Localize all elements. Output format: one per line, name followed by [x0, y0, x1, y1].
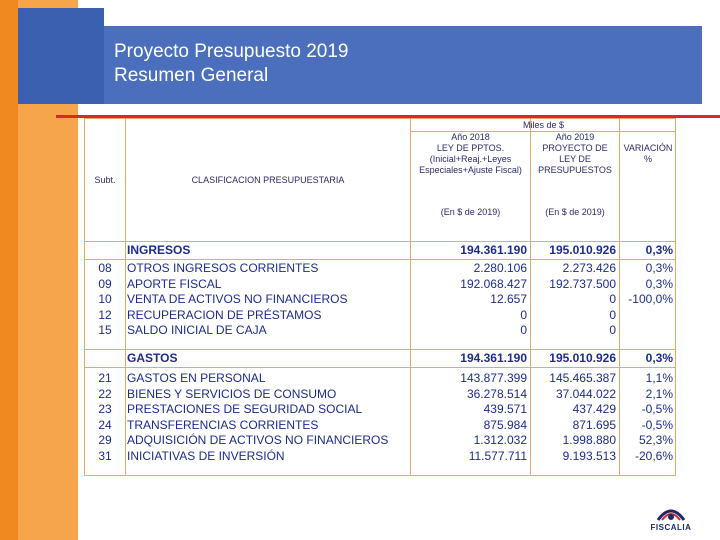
header-miles: Miles de $ — [522, 120, 565, 130]
budget-table — [84, 118, 676, 476]
gastos-row-label: PRESTACIONES DE SEGURIDAD SOCIAL — [127, 402, 363, 416]
ingresos-row-label: APORTE FISCAL — [127, 276, 222, 291]
header-clasificacion: CLASIFICACION PRESUPUESTARIA — [191, 175, 345, 185]
gastos-row-v2018: 143.877.399 — [460, 371, 527, 385]
ingresos-row-subt: 15 — [98, 323, 112, 337]
gastos-total-var: 0,3% — [645, 351, 673, 365]
ingresos-row-v2018: 12.657 — [490, 292, 527, 306]
header-col-2019: Año 2019 PROYECTO DE LEY DE PRESUPUESTOS — [538, 132, 612, 175]
header-col-2018-units: (En $ de 2019) — [440, 207, 501, 217]
gastos-row-label: TRANSFERENCIAS CORRIENTES — [127, 417, 319, 432]
gastos-row-v2019: 9.193.513 — [562, 448, 616, 463]
title-decor-block — [18, 8, 104, 104]
ingresos-row-label: VENTA DE ACTIVOS NO FINANCIEROS — [127, 292, 348, 306]
ingresos-row-v2018: 0 — [520, 307, 527, 322]
gastos-row-subt: 21 — [98, 371, 112, 385]
ingresos-row-v2019: 2.273.426 — [562, 261, 616, 275]
ingresos-row-subt: 09 — [98, 276, 112, 291]
gastos-row-v2019: 437.429 — [572, 402, 616, 416]
gastos-row-var: -0,5% — [641, 417, 673, 432]
gastos-total-2018: 194.361.190 — [460, 351, 527, 365]
ingresos-row-v2019: 0 — [609, 307, 616, 322]
gastos-row-v2019: 145.465.387 — [549, 371, 616, 385]
gastos-row-label: ADQUISICIÓN DE ACTIVOS NO FINANCIEROS — [127, 433, 389, 447]
ingresos-row-v2019: 0 — [609, 323, 616, 337]
ingresos-row-v2019: 0 — [609, 292, 616, 306]
gastos-row-var: 1,1% — [645, 371, 673, 385]
gastos-row-v2019: 37.044.022 — [555, 386, 616, 401]
ingresos-total-label: INGRESOS — [127, 243, 191, 257]
gastos-row-subt: 23 — [98, 402, 112, 416]
gastos-row-var: 52,3% — [638, 433, 673, 447]
gastos-total-2019: 195.010.926 — [549, 351, 616, 365]
gastos-row-v2018: 1.312.032 — [473, 433, 527, 447]
gastos-row-v2018: 36.278.514 — [466, 386, 527, 401]
header-col-2019-units: (En $ de 2019) — [545, 207, 605, 217]
ingresos-row-var: 0,3% — [645, 261, 673, 275]
gastos-row-label: GASTOS EN PERSONAL — [127, 371, 266, 385]
ingresos-total-2019: 195.010.926 — [549, 243, 616, 257]
ingresos-row-subt: 10 — [98, 292, 112, 306]
gastos-row-v2019: 1.998.880 — [562, 433, 616, 447]
logo-text: FISCALIA — [650, 523, 692, 532]
ingresos-row-var: -100,0% — [628, 292, 673, 306]
ingresos-total-2018: 194.361.190 — [460, 243, 527, 257]
ingresos-row-v2018: 192.068.427 — [460, 276, 527, 291]
gastos-row-subt: 29 — [98, 433, 112, 447]
page-title: Proyecto Presupuesto 2019 — [114, 41, 349, 62]
gastos-row-var: -0,5% — [641, 402, 673, 416]
page-subtitle: Resumen General — [114, 65, 269, 86]
ingresos-row-v2019: 192.737.500 — [549, 276, 616, 291]
ingresos-row-label: RECUPERACION DE PRÉSTAMOS — [127, 307, 322, 322]
gastos-row-v2018: 11.577.711 — [468, 448, 527, 463]
ingresos-row-label: OTROS INGRESOS CORRIENTES — [127, 261, 319, 275]
ingresos-row-label: SALDO INICIAL DE CAJA — [127, 323, 267, 337]
ingresos-row-subt: 08 — [98, 261, 112, 275]
ingresos-total-var: 0,3% — [645, 243, 673, 257]
header-col-2018: Año 2018 LEY DE PPTOS. (Inicial+Reaj.+Leyes Especiales+Ajuste Fiscal) — [419, 132, 522, 175]
header-subt: Subt. — [94, 175, 116, 185]
gastos-row-var: -20,6% — [634, 448, 673, 463]
ingresos-row-v2018: 2.280.106 — [473, 261, 527, 275]
gastos-row-v2019: 871.695 — [572, 417, 616, 432]
gastos-row-label: BIENES Y SERVICIOS DE CONSUMO — [127, 386, 337, 401]
gastos-row-var: 2,1% — [645, 386, 673, 401]
gastos-total-label: GASTOS — [127, 351, 178, 365]
header-variacion: VARIACIÓN % — [623, 143, 673, 164]
gastos-row-v2018: 439.571 — [483, 402, 527, 416]
gastos-row-label: INICIATIVAS DE INVERSIÓN — [127, 448, 285, 463]
ingresos-row-var: 0,3% — [645, 276, 673, 291]
ingresos-row-subt: 12 — [98, 307, 112, 322]
gastos-row-subt: 22 — [98, 386, 112, 401]
gastos-row-subt: 24 — [98, 417, 112, 432]
gastos-row-subt: 31 — [98, 448, 112, 463]
title-box — [104, 26, 702, 104]
ingresos-row-v2018: 0 — [520, 323, 527, 337]
gastos-row-v2018: 875.984 — [483, 417, 527, 432]
